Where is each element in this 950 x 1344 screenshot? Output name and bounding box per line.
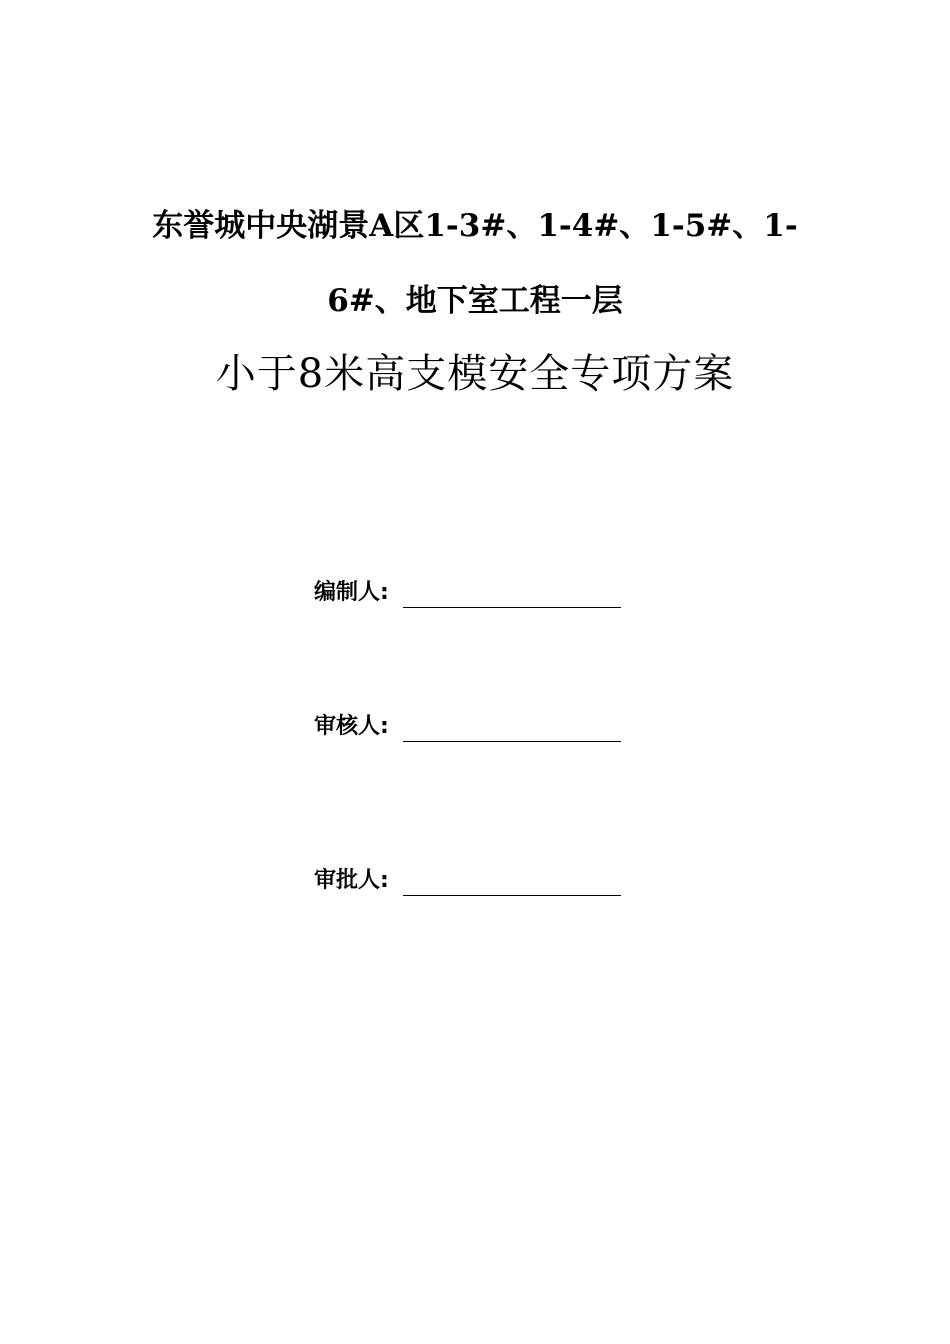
approver-signature-row xyxy=(314,860,621,896)
compiler-label: 编制人: xyxy=(314,580,389,605)
approver-signature-line xyxy=(403,867,621,896)
reviewer-signature-line xyxy=(403,713,621,742)
approver-label: 审批人: xyxy=(314,868,389,893)
scheme-title: 小于8米高支模安全专项方案 xyxy=(215,351,735,397)
compiler-signature-line xyxy=(403,579,621,608)
reviewer-signature-row xyxy=(314,706,621,742)
reviewer-label: 审核人: xyxy=(314,714,389,739)
project-title-line-1: 东誉城中央湖景A区1-3#、1-4#、1-5#、1- xyxy=(152,208,798,244)
project-title-line-2: 6#、地下室工程一层 xyxy=(327,283,623,319)
compiler-signature-row xyxy=(314,572,621,608)
